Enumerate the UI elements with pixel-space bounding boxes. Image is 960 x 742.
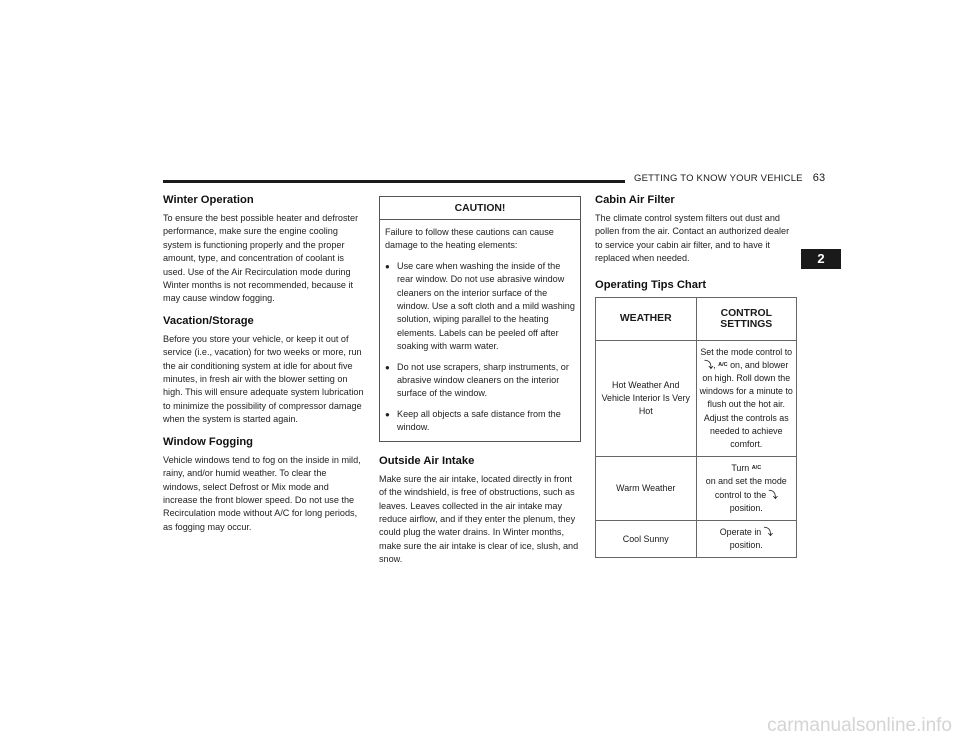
table-header-row	[596, 297, 797, 340]
settings-cell: Operate in ⤵ position.	[696, 521, 797, 558]
vacation-text: Before you store your vehicle, or keep it out of service (i.e., vacation) for two weeks or more, run the air conditioning system at idle for about five minutes, in fresh air with the blower setting on high. This will ensure adequate system lubrication to minimize the possibility of compressor damage when the system is started again.	[163, 333, 364, 425]
weather-cell: Cool Sunny	[596, 521, 697, 558]
column-middle	[379, 194, 581, 576]
fogging-text: Vehicle windows tend to fog on the inside in mild, rainy, and/or humid weather. To clear the windows, select Defrost or Mix mode and increase the front blower speed. Do not use the Recirculation mode without A/C for long periods, as fogging may occur.	[163, 454, 361, 532]
column-left	[163, 194, 365, 543]
caution-list	[385, 260, 575, 435]
watermark: carmanualsonline.info	[767, 715, 952, 736]
fogging-heading: Window Fogging	[163, 435, 253, 448]
table-row	[596, 457, 797, 521]
table-row	[596, 340, 797, 457]
tips-heading: Operating Tips Chart	[595, 278, 707, 291]
filter-text: The climate control system filters out dust and pollen from the air. Contact an authorized dealer to service your cabin air filter, and to have it replaced when needed.	[595, 213, 790, 264]
filter-heading: Cabin Air Filter	[595, 194, 675, 206]
page-number: 63	[812, 172, 826, 184]
winter-heading: Winter Operation	[163, 194, 254, 206]
intake-text: Make sure the air intake, located directly in front of the windshield, is free of obstructions, such as leaves. Leaves collected in the air intake may reduce airflow, and if they enter the plenum, they could plug the water drains. In Winter months, make sure the air intake is clear of ice, slush, and snow.	[379, 473, 579, 565]
ac-icon: A/C	[718, 361, 728, 368]
weather-cell: Warm Weather	[596, 457, 697, 521]
ac-icon: A/C	[751, 465, 762, 472]
vacation-heading: Vacation/Storage	[163, 314, 254, 327]
operating-tips-table	[595, 297, 797, 559]
weather-column-header: WEATHER	[596, 297, 697, 340]
column-right	[595, 194, 797, 558]
winter-text: To ensure the best possible heater and defroster performance, make sure the engine cooling system is functioning properly and the proper amount, type, and concentration of coolant is used. Use of the Air Recirculation mode during Winter months is not recommended, because it may cause window fogging.	[163, 213, 359, 304]
caution-title: CAUTION!	[380, 197, 580, 220]
panel-mode-icon: ⤵	[763, 527, 773, 538]
settings-cell: Turn $^{A/C}$ on and set the mode control to the ⤵ position.	[696, 457, 797, 521]
running-header	[634, 172, 825, 184]
intake-heading: Outside Air Intake	[379, 454, 475, 467]
header-rule	[163, 180, 625, 183]
settings-column-header: CONTROL SETTINGS	[696, 297, 797, 340]
caution-item: ● Keep all objects a safe distance from the window.	[385, 408, 575, 435]
caution-box	[379, 196, 581, 442]
settings-cell: Set the mode control to ⤵, $^{A/C}$ on, and blower on high. Roll down the windows for a minute to flush out the hot air. Adjust the controls as needed to achieve comfort.	[696, 340, 797, 457]
section-title: GETTING TO KNOW YOUR VEHICLE	[634, 173, 803, 184]
panel-mode-icon: ⤵	[768, 489, 778, 500]
chapter-tab: 2	[801, 249, 841, 269]
weather-cell: Hot Weather And Vehicle Interior Is Very Hot	[596, 340, 697, 457]
caution-intro: Failure to follow these cautions can cause damage to the heating elements:	[385, 227, 554, 251]
table-row	[596, 521, 797, 558]
caution-item: ● Do not use scrapers, sharp instruments, or abrasive window cleaners on the interior surface of the window.	[385, 361, 575, 401]
panel-mode-icon: ⤵	[704, 359, 714, 370]
caution-body	[380, 220, 580, 441]
caution-item: ● Use care when washing the inside of the rear window. Do not use abrasive window cleaners on the interior surface of the window. Use a soft cloth and a mild washing solution, wiping parallel to the heating elements. Labels can be peeled off after soaking with warm water.	[385, 260, 575, 354]
